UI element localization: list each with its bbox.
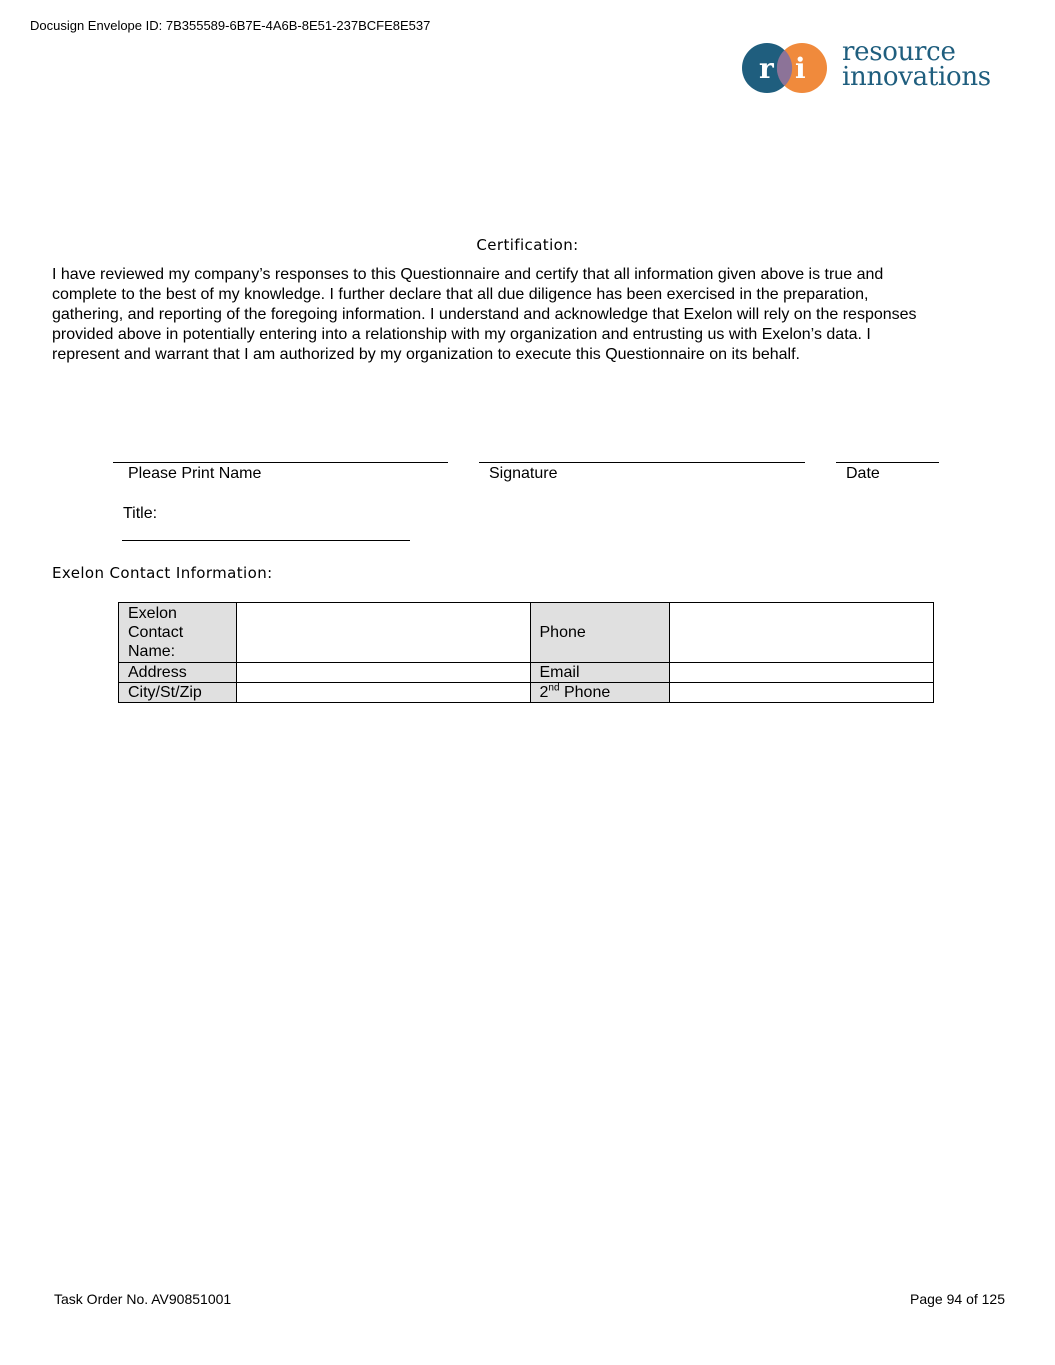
- table-row: [119, 603, 934, 663]
- page-number: Page 94 of 125: [910, 1291, 1005, 1307]
- title-line[interactable]: [122, 540, 410, 541]
- logo-mark-r: r: [759, 52, 774, 85]
- certification-body: I have reviewed my company’s responses to this Questionnaire and certify that all information given above is true and complete to the best of my knowledge. I further declare that all due diligence has been exercised in the preparation, gathering, and reporting of the foregoing information. I understand and acknowledge that Exelon will rely on the responses provided above in potentially entering into a relationship with my organization and entrusting us with Exelon’s data. I represent and warrant that I am authorized by my organization to execute this Questionnaire on its behalf.: [52, 266, 917, 363]
- certification-title: Certification:: [476, 236, 579, 254]
- contact-name-label: Exelon Contact Name:: [119, 603, 237, 663]
- second-phone-rest: Phone: [559, 684, 611, 701]
- second-phone-cell[interactable]: [670, 683, 934, 703]
- task-order-number: Task Order No. AV90851001: [54, 1291, 232, 1307]
- contact-name-cell[interactable]: [236, 603, 530, 663]
- logo-mark-i: i: [795, 52, 806, 85]
- phone-label: Phone: [530, 603, 670, 663]
- address-label: Address: [119, 663, 237, 683]
- second-phone-sup: nd: [548, 682, 560, 694]
- email-cell[interactable]: [670, 663, 934, 683]
- title-label: Title:: [123, 505, 158, 522]
- ri-logo-mark-icon: [740, 40, 835, 98]
- city-state-zip-cell[interactable]: [236, 683, 530, 703]
- print-name-label: Please Print Name: [128, 465, 262, 482]
- email-label: Email: [530, 663, 670, 683]
- print-name-line[interactable]: [113, 462, 448, 463]
- date-line[interactable]: [836, 462, 939, 463]
- contact-table: [118, 602, 934, 703]
- phone-cell[interactable]: [670, 603, 934, 663]
- contact-heading: Exelon Contact Information:: [52, 564, 273, 582]
- date-label: Date: [846, 465, 880, 482]
- logo-line-1: resource: [842, 37, 956, 67]
- logo-wordmark: [842, 37, 991, 92]
- signature-line[interactable]: [479, 462, 805, 463]
- table-row: [119, 683, 934, 703]
- second-phone-num: 2: [539, 684, 549, 701]
- docusign-envelope-id: Docusign Envelope ID: 7B355589-6B7E-4A6B-8E51-237BCFE8E537: [30, 18, 431, 33]
- city-state-zip-label: City/St/Zip: [119, 683, 237, 703]
- signature-label: Signature: [489, 465, 558, 482]
- second-phone-label: [530, 683, 670, 703]
- table-row: [119, 663, 934, 683]
- address-cell[interactable]: [236, 663, 530, 683]
- resource-innovations-logo: [740, 37, 1010, 98]
- logo-line-2: innovations: [842, 62, 991, 92]
